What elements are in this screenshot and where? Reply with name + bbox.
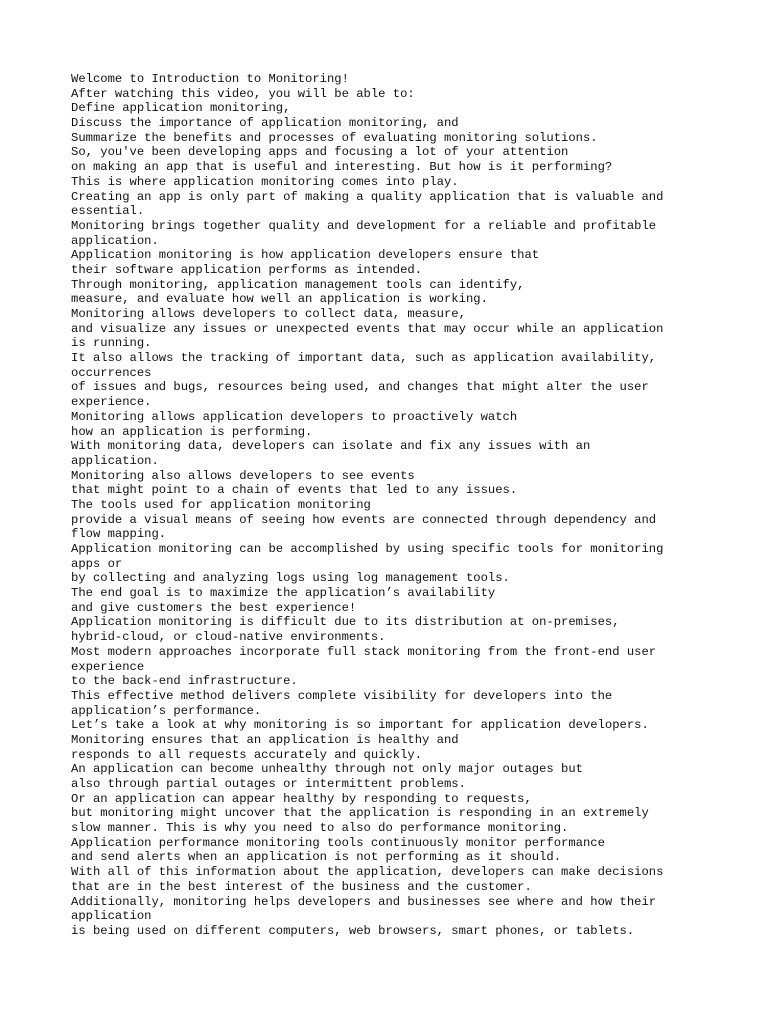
transcript-line: is being used on different computers, web browsers, smart phones, or tablets. [71, 923, 635, 938]
transcript-line: After watching this video, you will be able to: [71, 86, 415, 101]
transcript-line: Monitoring ensures that an application is healthy and [71, 732, 459, 747]
transcript-line: apps or [71, 556, 123, 571]
transcript-line: their software application performs as intended. [71, 262, 423, 277]
transcript-line: The tools used for application monitoring [71, 497, 371, 512]
transcript-line: provide a visual means of seeing how events are connected through dependency and [71, 512, 657, 527]
transcript-line: Welcome to Introduction to Monitoring! [71, 72, 349, 86]
transcript-line: So, you've been developing apps and focusing a lot of your attention [71, 145, 569, 160]
transcript-line: measure, and evaluate how well an application is working. [71, 292, 488, 307]
transcript-line: hybrid-cloud, or cloud-native environments. [71, 630, 386, 645]
transcript-line: Application monitoring can be accomplished by using specific tools for monitoring [71, 542, 664, 556]
transcript-line: Creating an app is only part of making a quality application that is valuable and [71, 189, 664, 204]
transcript-line: Application performance monitoring tools continuously monitor performance [71, 835, 605, 850]
transcript-line: application [71, 909, 152, 924]
transcript-line: also through partial outages or intermittent problems. [71, 777, 466, 791]
transcript-line: The end goal is to maximize the application’s availability [71, 586, 496, 601]
transcript-line: This is where application monitoring comes into play. [71, 174, 459, 189]
transcript-line: Let’s take a look at why monitoring is so important for application developers. [71, 718, 649, 733]
transcript-line: Application monitoring is how application developers ensure that [71, 248, 540, 263]
transcript-line: application. [71, 233, 159, 248]
transcript-line: occurrences [71, 365, 152, 380]
transcript-line: to the back-end infrastructure. [71, 674, 298, 689]
transcript-line: of issues and bugs, resources being used, and changes that might alter the user [71, 380, 649, 395]
transcript-line: Define application monitoring, [71, 101, 291, 116]
transcript-line: on making an app that is useful and interesting. But how is it performing? [71, 160, 613, 175]
transcript-line: Monitoring allows application developers to proactively watch [71, 409, 518, 424]
transcript-line: Or an application can appear healthy by responding to requests, [71, 791, 532, 806]
transcript-line: is running. [71, 336, 152, 351]
transcript-line: With all of this information about the application, developers can make decisions [71, 865, 664, 880]
transcript-line: but monitoring might uncover that the application is responding in an extremely [71, 806, 649, 821]
transcript-line: slow manner. This is why you need to also do performance monitoring. [71, 821, 569, 836]
transcript-line: application. [71, 453, 159, 468]
transcript-line: It also allows the tracking of important data, such as application availability, [71, 351, 657, 366]
transcript-line: Monitoring brings together quality and development for a reliable and profitable [71, 218, 657, 233]
transcript-line: and visualize any issues or unexpected events that may occur while an application [71, 321, 664, 336]
transcript-line: Discuss the importance of application monitoring, and [71, 116, 459, 131]
transcript-line: how an application is performing. [71, 424, 313, 439]
transcript-line: Monitoring also allows developers to see events [71, 468, 415, 483]
transcript-line: flow mapping. [71, 527, 167, 542]
transcript-line: Through monitoring, application management tools can identify, [71, 277, 525, 292]
transcript-line: With monitoring data, developers can isolate and fix any issues with an [71, 439, 591, 454]
transcript-line: This effective method delivers complete visibility for developers into the [71, 688, 613, 703]
transcript-line: experience [71, 659, 145, 674]
transcript-document [71, 72, 751, 939]
transcript-line: An application can become unhealthy through not only major outages but [71, 762, 583, 777]
transcript-line: Most modern approaches incorporate full stack monitoring from the front-end user [71, 644, 657, 659]
transcript-line: and give customers the best experience! [71, 600, 357, 615]
transcript-line: Monitoring allows developers to collect data, measure, [71, 307, 466, 321]
transcript-line: responds to all requests accurately and quickly. [71, 747, 423, 762]
transcript-line: Application monitoring is difficult due to its distribution at on-premises, [71, 615, 620, 630]
transcript-line: and send alerts when an application is not performing as it should. [71, 850, 562, 865]
transcript-line: Summarize the benefits and processes of evaluating monitoring solutions. [71, 130, 598, 145]
transcript-line: that are in the best interest of the business and the customer. [71, 879, 532, 894]
transcript-line: that might point to a chain of events that led to any issues. [71, 483, 518, 498]
transcript-line: experience. [71, 395, 152, 410]
transcript-line: Additionally, monitoring helps developers and businesses see where and how their [71, 894, 657, 909]
transcript-line: essential. [71, 204, 145, 219]
transcript-line: application’s performance. [71, 703, 262, 718]
transcript-line: by collecting and analyzing logs using log management tools. [71, 571, 510, 586]
